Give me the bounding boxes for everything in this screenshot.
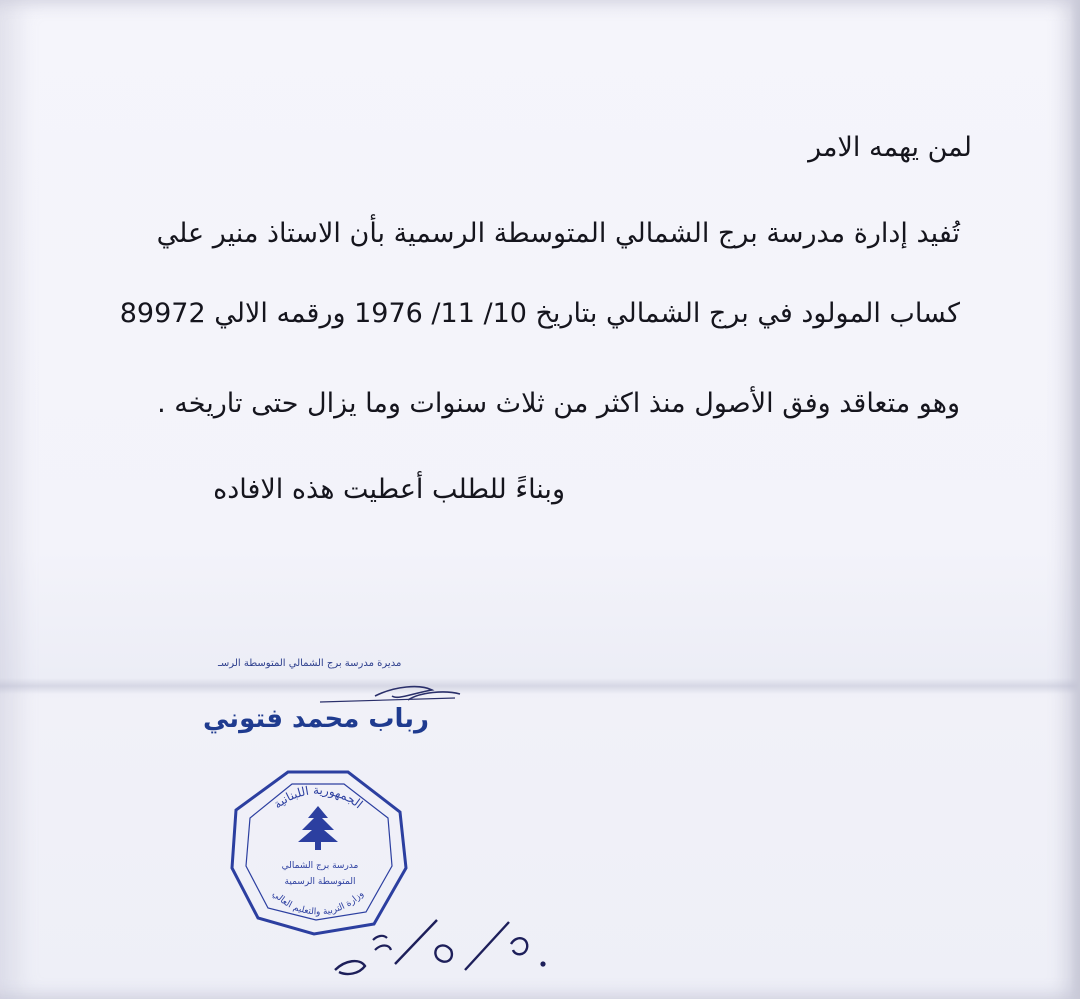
stamp-inner-line-1: مدرسة برج الشمالي — [281, 861, 359, 871]
letter-line-1: تُفيد إدارة مدرسة برج الشمالي المتوسطة الرسمية بأن الاستاذ منير علي — [156, 218, 960, 249]
letter-line-2: كساب المولود في برج الشمالي بتاريخ 10/ 11/ 1976 ورقمه الالي 89972 — [119, 298, 960, 329]
paper-fold — [0, 678, 1080, 694]
letter-line-3: وهو متعاقد وفق الأصول منذ اكثر من ثلاث سنوات وما يزال حتى تاريخه . — [157, 388, 960, 419]
salutation: لمن يهمه الامر — [808, 132, 972, 163]
stamp-top-arc-text: الجمهورية اللبنانية — [270, 782, 366, 812]
cedar-tree-icon — [298, 806, 338, 850]
handwritten-date — [325, 900, 565, 990]
paper-edge — [1070, 0, 1080, 999]
stamp-inner-line-2: المتوسطة الرسمية — [284, 877, 356, 887]
closing-line: وبناءً للطلب أعطيت هذه الافاده — [213, 474, 565, 505]
stamp-bottom-arc-text: وزارة التربية والتعليم العالي — [270, 889, 366, 918]
signature-title: مديرة مدرسة برج الشمالي المتوسطة الرسـ — [218, 658, 402, 669]
signature-name: رباب محمد فتوني — [203, 704, 430, 734]
signature-block — [170, 650, 470, 750]
